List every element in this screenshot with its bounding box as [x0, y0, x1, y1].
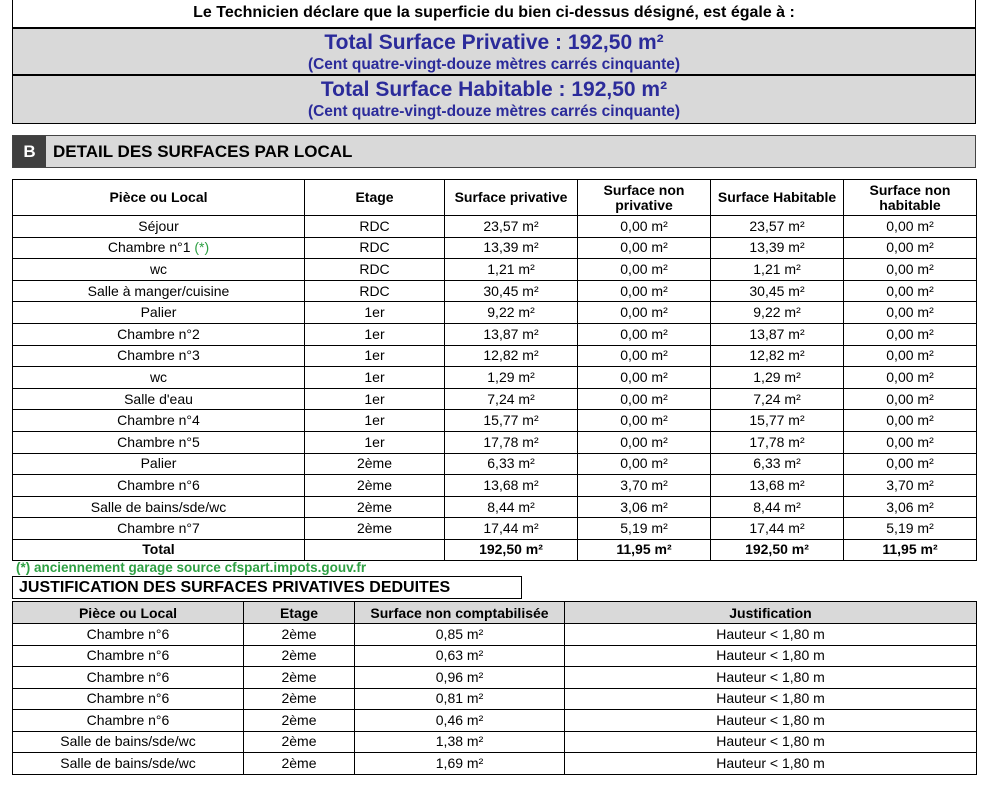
col-header: Surface non privative [578, 180, 711, 216]
cell-text: 0,00 m² [620, 260, 668, 277]
table-row [13, 367, 977, 389]
cell-text: 0,00 m² [886, 260, 934, 277]
total-cell: 192,50 m² [711, 539, 844, 560]
table-cell [445, 345, 578, 367]
table-cell [578, 345, 711, 367]
table-cell [844, 259, 977, 281]
col-header: Pièce ou Local [13, 602, 244, 624]
cell-text: Salle d'eau [124, 390, 193, 407]
table-cell: 2ème [244, 753, 355, 775]
cell-text: Salle de bains/sde/wc [90, 498, 227, 515]
table-cell [445, 518, 578, 540]
footnote-marker: (*) [194, 239, 210, 256]
cell-text: 5,19 m² [620, 520, 668, 537]
col-header: Surface non comptabilisée [355, 602, 565, 624]
cell-text: 0,00 m² [886, 239, 934, 256]
cell-text: 0,00 m² [620, 433, 668, 450]
table-cell [578, 388, 711, 410]
cell-text: 1,21 m² [487, 260, 535, 277]
table-cell: 2ème [244, 645, 355, 667]
table-row [13, 518, 977, 540]
table-row [13, 323, 977, 345]
table-cell [305, 216, 445, 238]
table-cell [305, 345, 445, 367]
total-cell: 11,95 m² [578, 539, 711, 560]
justification-header-row [13, 602, 977, 624]
total-privative-box [12, 28, 976, 75]
cell-text: 23,57 m² [483, 217, 539, 234]
room-name-cell [13, 216, 305, 238]
table-cell [711, 388, 844, 410]
cell-text: Chambre n°3 [117, 347, 200, 364]
table-cell [305, 302, 445, 324]
cell-text: 0,00 m² [620, 347, 668, 364]
table-cell: 2ème [244, 688, 355, 710]
table-row [13, 388, 977, 410]
table-cell [578, 259, 711, 281]
table-cell [305, 475, 445, 497]
cell-text: Chambre n°4 [117, 412, 200, 429]
cell-text: wc [149, 368, 168, 385]
cell-text: 1er [364, 390, 385, 407]
cell-text: 1er [364, 368, 385, 385]
cell-text: 0,00 m² [886, 304, 934, 321]
table-cell: Chambre n°6 [13, 624, 244, 646]
col-header: Justification [565, 602, 977, 624]
room-name-cell [13, 280, 305, 302]
cell-text: RDC [359, 260, 390, 277]
cell-text: 0,00 m² [620, 239, 668, 256]
table-cell [578, 280, 711, 302]
total-habitable-title: Total Surface Habitable : 192,50 m² [320, 78, 668, 101]
table-cell [711, 475, 844, 497]
table-cell [844, 302, 977, 324]
table-cell [844, 367, 977, 389]
cell-text: RDC [359, 217, 390, 234]
room-name-cell [13, 453, 305, 475]
cell-text: Chambre n°6 [117, 476, 200, 493]
table-row [13, 731, 977, 753]
room-name-cell [13, 367, 305, 389]
table-cell [844, 496, 977, 518]
cell-text: RDC [359, 282, 390, 299]
table-cell [578, 302, 711, 324]
table-cell [844, 345, 977, 367]
declaration-text: Le Technicien déclare que la superficie du bien ci-dessus désigné, est égale à : [12, 0, 976, 28]
room-name-cell [13, 410, 305, 432]
total-cell: 11,95 m² [844, 539, 977, 560]
table-cell: Salle de bains/sde/wc [13, 753, 244, 775]
table-cell [305, 431, 445, 453]
table-cell [711, 496, 844, 518]
cell-text: Salle à manger/cuisine [87, 282, 230, 299]
table-cell [578, 518, 711, 540]
cell-text: Séjour [138, 217, 179, 234]
table-row [13, 496, 977, 518]
table-cell: 0,85 m² [355, 624, 565, 646]
col-header: Etage [244, 602, 355, 624]
room-name-cell [13, 496, 305, 518]
cell-text: 17,44 m² [483, 520, 539, 537]
cell-text: 0,00 m² [620, 217, 668, 234]
table-cell [305, 367, 445, 389]
total-cell [305, 539, 445, 560]
table-cell: 0,63 m² [355, 645, 565, 667]
table-cell [844, 431, 977, 453]
cell-text: 1,21 m² [753, 260, 801, 277]
table-cell [844, 518, 977, 540]
justification-title: JUSTIFICATION DES SURFACES PRIVATIVES DEDUITES [12, 576, 522, 599]
cell-text: 12,82 m² [483, 347, 539, 364]
table-cell [305, 323, 445, 345]
table-cell [305, 518, 445, 540]
table-cell: 0,96 m² [355, 667, 565, 689]
cell-text: 3,06 m² [886, 498, 934, 515]
cell-text: 7,24 m² [487, 390, 535, 407]
cell-text: 17,78 m² [749, 433, 805, 450]
table-cell [578, 453, 711, 475]
footnote: (*) anciennement garage source cfspart.impots.gouv.fr [16, 560, 367, 575]
table-cell [445, 410, 578, 432]
total-row [13, 539, 977, 560]
table-cell: Chambre n°6 [13, 667, 244, 689]
table-cell [844, 475, 977, 497]
table-cell [578, 410, 711, 432]
table-row [13, 280, 977, 302]
cell-text: 0,00 m² [886, 412, 934, 429]
table-cell [305, 410, 445, 432]
total-habitable-box [12, 75, 976, 124]
table-cell [578, 496, 711, 518]
table-cell [305, 496, 445, 518]
cell-text: 13,39 m² [749, 239, 805, 256]
cell-text: 13,87 m² [483, 325, 539, 342]
table-cell: 0,46 m² [355, 710, 565, 732]
cell-text: 3,70 m² [620, 476, 668, 493]
table-row [13, 645, 977, 667]
cell-text: 2ème [356, 520, 393, 537]
table-cell [445, 280, 578, 302]
table-cell: 2ème [244, 667, 355, 689]
cell-text: 15,77 m² [749, 412, 805, 429]
room-name-cell [13, 388, 305, 410]
total-label: Total [13, 539, 305, 560]
table-cell: 1,69 m² [355, 753, 565, 775]
cell-text: 13,39 m² [483, 239, 539, 256]
col-header: Surface non habitable [844, 180, 977, 216]
cell-text: 0,00 m² [886, 282, 934, 299]
table-cell [711, 431, 844, 453]
table-cell: 0,81 m² [355, 688, 565, 710]
table-cell: Hauteur < 1,80 m [565, 624, 977, 646]
surfaces-table [12, 179, 977, 561]
table-cell [445, 431, 578, 453]
cell-text: 0,00 m² [886, 390, 934, 407]
cell-text: Chambre n°7 [117, 520, 200, 537]
cell-text: 0,00 m² [886, 455, 934, 472]
table-cell [844, 216, 977, 238]
cell-text: Chambre n°2 [117, 325, 200, 342]
cell-text: 1er [364, 325, 385, 342]
table-row [13, 710, 977, 732]
cell-text: 2ème [356, 476, 393, 493]
table-cell [305, 388, 445, 410]
section-letter: B [13, 136, 46, 167]
table-cell [445, 259, 578, 281]
table-cell: Hauteur < 1,80 m [565, 667, 977, 689]
table-row [13, 410, 977, 432]
table-row [13, 753, 977, 775]
table-cell [711, 410, 844, 432]
justification-table [12, 601, 977, 775]
cell-text: 0,00 m² [620, 304, 668, 321]
cell-text: 1er [364, 304, 385, 321]
cell-text: 0,00 m² [886, 325, 934, 342]
table-cell [305, 237, 445, 259]
cell-text: 0,00 m² [886, 368, 934, 385]
table-cell [711, 323, 844, 345]
cell-text: 0,00 m² [620, 325, 668, 342]
cell-text: wc [149, 260, 168, 277]
table-row [13, 453, 977, 475]
room-name-cell [13, 259, 305, 281]
table-cell: 2ème [244, 710, 355, 732]
table-cell: 2ème [244, 624, 355, 646]
total-privative-title: Total Surface Privative : 192,50 m² [324, 31, 664, 54]
table-cell [305, 280, 445, 302]
cell-text: Palier [140, 304, 177, 321]
cell-text: 0,00 m² [620, 412, 668, 429]
table-cell: Hauteur < 1,80 m [565, 688, 977, 710]
cell-text: 8,44 m² [487, 498, 535, 515]
table-cell: Hauteur < 1,80 m [565, 731, 977, 753]
cell-text: 1,29 m² [753, 368, 801, 385]
cell-text: 2ème [356, 498, 393, 515]
col-header: Surface privative [445, 180, 578, 216]
table-cell [578, 216, 711, 238]
cell-text: Chambre n°1 [107, 239, 191, 256]
room-name-cell [13, 431, 305, 453]
cell-text: 9,22 m² [487, 304, 535, 321]
cell-text: 12,82 m² [749, 347, 805, 364]
cell-text: 3,06 m² [620, 498, 668, 515]
total-cell: 192,50 m² [445, 539, 578, 560]
table-cell [844, 453, 977, 475]
table-cell: Hauteur < 1,80 m [565, 710, 977, 732]
table-cell [578, 367, 711, 389]
cell-text: 17,78 m² [483, 433, 539, 450]
section-title: DETAIL DES SURFACES PAR LOCAL [53, 142, 353, 161]
table-cell [711, 280, 844, 302]
cell-text: 17,44 m² [749, 520, 805, 537]
cell-text: 5,19 m² [886, 520, 934, 537]
cell-text: 1er [364, 433, 385, 450]
cell-text: 2ème [356, 455, 393, 472]
table-row [13, 475, 977, 497]
table-cell [844, 323, 977, 345]
cell-text: 0,00 m² [886, 347, 934, 364]
table-cell [305, 259, 445, 281]
table-cell [711, 216, 844, 238]
table-cell [711, 237, 844, 259]
room-name-cell [13, 518, 305, 540]
cell-text: 0,00 m² [620, 368, 668, 385]
table-row [13, 431, 977, 453]
table-row [13, 345, 977, 367]
table-cell [711, 453, 844, 475]
table-cell [578, 431, 711, 453]
room-name-cell [13, 323, 305, 345]
cell-text: 30,45 m² [749, 282, 805, 299]
table-cell [445, 496, 578, 518]
col-header: Pièce ou Local [13, 180, 305, 216]
table-cell [445, 216, 578, 238]
col-header: Surface Habitable [711, 180, 844, 216]
table-row [13, 667, 977, 689]
table-cell [711, 259, 844, 281]
cell-text: 15,77 m² [483, 412, 539, 429]
table-cell [445, 237, 578, 259]
total-privative-words: (Cent quatre-vingt-douze mètres carrés cinquante) [307, 56, 681, 73]
table-cell: Chambre n°6 [13, 710, 244, 732]
cell-text: 30,45 m² [483, 282, 539, 299]
table-cell [445, 388, 578, 410]
cell-text: 0,00 m² [620, 390, 668, 407]
table-cell [578, 323, 711, 345]
surfaces-header-row [13, 180, 977, 216]
room-name-cell [13, 345, 305, 367]
cell-text: 3,70 m² [886, 476, 934, 493]
table-row [13, 216, 977, 238]
cell-text: 0,00 m² [886, 433, 934, 450]
table-cell [445, 323, 578, 345]
cell-text: Palier [140, 455, 177, 472]
cell-text: 0,00 m² [886, 217, 934, 234]
cell-text: 23,57 m² [749, 217, 805, 234]
cell-text: 6,33 m² [753, 455, 801, 472]
table-cell [445, 453, 578, 475]
cell-text: 13,87 m² [749, 325, 805, 342]
table-cell [711, 302, 844, 324]
table-cell [711, 345, 844, 367]
table-cell: Hauteur < 1,80 m [565, 645, 977, 667]
table-cell [844, 280, 977, 302]
cell-text: 7,24 m² [753, 390, 801, 407]
cell-text: 9,22 m² [753, 304, 801, 321]
table-row [13, 237, 977, 259]
table-row [13, 688, 977, 710]
table-cell: 2ème [244, 731, 355, 753]
table-cell: Salle de bains/sde/wc [13, 731, 244, 753]
room-name-cell [13, 475, 305, 497]
cell-text: 0,00 m² [620, 455, 668, 472]
table-cell [711, 518, 844, 540]
table-row [13, 259, 977, 281]
table-cell: Chambre n°6 [13, 645, 244, 667]
table-row [13, 302, 977, 324]
table-cell [844, 388, 977, 410]
cell-text: 1,29 m² [487, 368, 535, 385]
table-cell [844, 410, 977, 432]
cell-text: 0,00 m² [620, 282, 668, 299]
col-header: Etage [305, 180, 445, 216]
table-cell [578, 237, 711, 259]
cell-text: 13,68 m² [483, 476, 539, 493]
table-cell [844, 237, 977, 259]
table-row [13, 624, 977, 646]
total-habitable-words: (Cent quatre-vingt-douze mètres carrés cinquante) [307, 103, 681, 120]
cell-text: 13,68 m² [749, 476, 805, 493]
cell-text: Chambre n°5 [117, 433, 200, 450]
cell-text: 8,44 m² [753, 498, 801, 515]
table-cell [305, 453, 445, 475]
table-cell: 1,38 m² [355, 731, 565, 753]
section-b-header [12, 135, 976, 168]
cell-text: RDC [359, 239, 390, 256]
cell-text: 1er [364, 347, 385, 364]
table-cell: Chambre n°6 [13, 688, 244, 710]
room-name-cell [13, 237, 305, 259]
cell-text: 6,33 m² [487, 455, 535, 472]
table-cell [445, 475, 578, 497]
table-cell [445, 302, 578, 324]
cell-text: 1er [364, 412, 385, 429]
table-cell: Hauteur < 1,80 m [565, 753, 977, 775]
table-cell [578, 475, 711, 497]
room-name-cell [13, 302, 305, 324]
table-cell [445, 367, 578, 389]
table-cell [711, 367, 844, 389]
